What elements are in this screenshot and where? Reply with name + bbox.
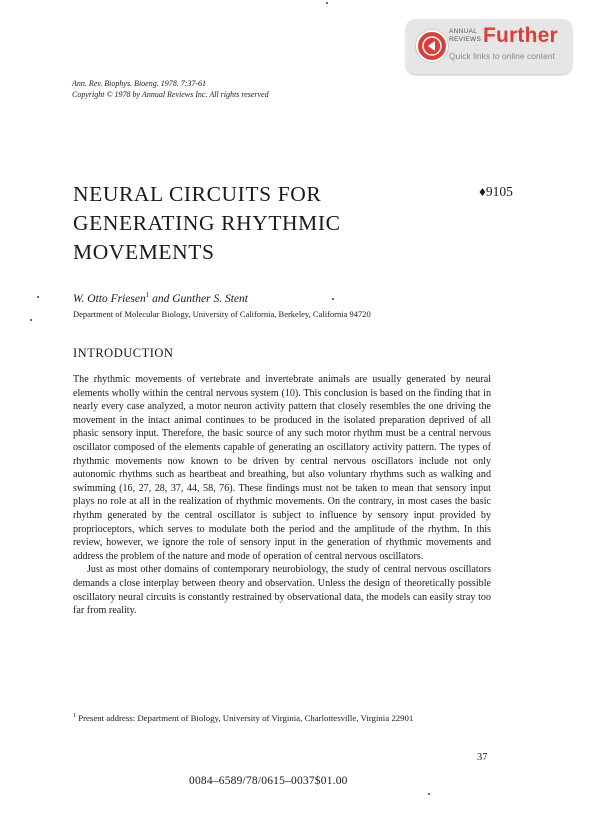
section-heading: INTRODUCTION [73, 346, 174, 360]
brand-line-annual: ANNUAL [449, 28, 478, 35]
footnote-marker: 1 [73, 713, 76, 719]
paragraph: Just as most other domains of contemporary neurobiology, the study of central nervous oscillators demands a close interplay between theory and observation. Unless the design of theoretically possible oscillatory neural circuits is constantly restrained by observational data, the models can easily stray too far from reality. [73, 564, 491, 617]
scan-speck [37, 296, 39, 298]
footnote-text: Present address: Department of Biology, University of Virginia, Charlottesville, Virginia 22901 [76, 712, 414, 723]
banner-subtitle[interactable]: Quick links to online content [449, 51, 555, 61]
article-title [73, 180, 341, 267]
author-joiner: and [149, 292, 173, 305]
scan-speck [30, 319, 32, 321]
banner-title: Further [483, 24, 558, 47]
play-arrow-icon [416, 30, 448, 62]
title-line: NEURAL CIRCUITS FOR [73, 182, 322, 206]
author-name: W. Otto Friesen [73, 292, 146, 305]
page-number: 37 [477, 752, 488, 763]
footnote-marker: 1 [145, 291, 150, 299]
body-text [73, 373, 491, 618]
author-name: Gunther S. Stent [172, 292, 248, 305]
article-code: ♦9105 [479, 184, 513, 199]
scan-speck [428, 793, 430, 795]
author-line [73, 291, 248, 305]
scan-speck [326, 2, 328, 4]
title-line: GENERATING RHYTHMIC [73, 211, 341, 235]
title-line: MOVEMENTS [73, 240, 215, 264]
annual-reviews-further-banner[interactable] [406, 19, 572, 74]
footnote [73, 710, 493, 724]
paragraph: The rhythmic movements of vertebrate and invertebrate animals are usually generated by neural elements wholly within the central nervous system (10). This conclusion is based on the finding that in nearly every case analyzed, a motor neuron activity pattern that closely resembles the one driving the movement in the intact animal continues to be produced in the isolated preparation deprived of all phasic sensory input. Therefore, the basic source of any such motor rhythm must be a central nervous oscillator composed of the elements capable of generating an oscillatory activity pattern. The types of rhythmic movements now known to be driven by central nervous oscillators include not only autonomic rhythms such as heartbeat and breathing, but also voluntary rhythms such as walking and swimming (16, 27, 28, 37, 44, 58, 76). These findings must not be taken to mean that sensory input plays no role at all in the realization of rhythmic movements. On the contrary, in most cases the basic rhythm generated by the central oscillator is subject to influence by sensory input provided by proprioceptors, which serves to modulate both the period and the amplitude of the rhythm. In this review, however, we ignore the role of sensory input in the generation of rhythmic movements and address the problem of the nature and mode of operation of central nervous oscillators. [73, 374, 491, 562]
brand-line-reviews: REVIEWS [449, 35, 482, 43]
annual-reviews-brand [449, 28, 485, 43]
scan-speck [332, 298, 334, 300]
citation-line: Ann. Rev. Biophys. Bioeng. 1978. 7:37-61 [72, 79, 207, 88]
copyright-line: Copyright © 1978 by Annual Reviews Inc. All rights reserved [72, 90, 269, 99]
journal-citation [72, 78, 269, 100]
author-affiliation: Department of Molecular Biology, University of California, Berkeley, California 94720 [73, 309, 371, 319]
issn-line: 0084–6589/78/0615–0037$01.00 [189, 775, 348, 787]
